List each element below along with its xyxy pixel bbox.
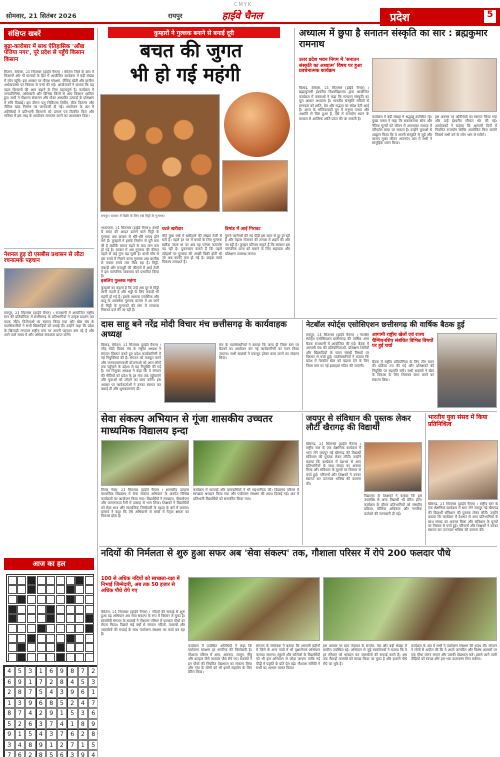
sudoku-cell: 3 (78, 708, 89, 719)
sports-team-photo (4, 268, 94, 308)
sidebar-story2-text: रायपुर, 21 सितम्बर (हाईवे चैनल) । राजधानी में आयोजित राष्ट्रीय स्तर की प्रतियोगिता में छत्तीसगढ़ के प्रतिभागियों ने उत्कृष्ट प्रदर्शन कर पदक जीते। विजेताओं का स्वागत किया गया और खेल संघ के पदाधिकारियों ने सभी खिलाड़ियों को बधाई दी। उन्होंने कहा कि प्रदेश के खिलाड़ी लगातार राष्ट्रीय स्तर पर अपनी पहचान बना रहे हैं और आने वाले समय में और अधिक सफलता प्राप्त करेंगे। (4, 311, 94, 338)
sudoku-cell: 4 (78, 698, 89, 709)
sudoku-cell: 8 (25, 740, 36, 751)
crossword-cell (66, 585, 75, 594)
sudoku-cell: 5 (36, 687, 47, 698)
sudoku-cell: 5 (57, 698, 68, 709)
news2-text: रायपुर, 21 सितम्बर (हाईवे चैनल) । नेटबॉल स्पोर्ट्स एसोसिएशन छत्तीसगढ़ की वार्षिक आम बैठक राजधानी में आयोजित की गई। बैठक में आगामी सत्र की प्रतियोगिताओं, प्रशिक्षण शिविरों और खिलाड़ियों के चयन संबंधी विषयों पर विस्तार से चर्चा हुई। पदाधिकारियों ने बताया कि प्रदेश में नेटबॉल खेल को बढ़ावा देने के लिए जिला स्तर पर नई इकाइयां गठित की जाएंगी। (306, 333, 369, 368)
crossword-cell (66, 643, 75, 652)
crossword-cell (27, 605, 36, 614)
crossword-cell (46, 576, 55, 585)
crossword-cell (27, 643, 36, 652)
sudoku-cell: 6 (67, 729, 78, 740)
crossword-cell (85, 653, 94, 662)
sudoku-cell: 3 (4, 740, 15, 751)
sudoku-cell: 3 (67, 750, 78, 757)
crossword-cell (8, 624, 17, 633)
news2-headline: नेटबॉल स्पोर्ट्स एसोसिएशन छत्तीसगढ़ की वार्षिक बैठक हुई (306, 320, 465, 329)
sudoku-cell: 4 (67, 677, 78, 688)
clay-pots-photo (222, 160, 288, 212)
crossword-cell (56, 595, 65, 604)
sudoku-cell: 5 (67, 708, 78, 719)
sudoku-cell: 6 (88, 708, 98, 719)
crossword-cell (56, 605, 65, 614)
sudoku-cell: 3 (15, 698, 26, 709)
sudoku-cell: 1 (25, 677, 36, 688)
sudoku-cell: 7 (46, 719, 57, 730)
crossword-cell (85, 605, 94, 614)
sudoku-cell: 7 (4, 750, 15, 757)
sidebar-story1-text: मितान, बेमेतरा, 21 सितम्बर (हाईवे चैनल) । बेमेतरा जिले के ग्राम में किसानों और गौ पालकों के हित में आयोजित कार्यक्रम में बड़ी संख्या में लोग पहुँचे। इस अवसर पर गौवंश संरक्षण, जैविक खेती और ग्रामीण अर्थव्यवस्था पर विस्तार से चर्चा की गई। आयोजकों ने बताया कि यह पहल किसानों की आय बढ़ाने के लिए महत्वपूर्ण है। कार्यक्रम में जनप्रतिनिधि, अधिकारी और विभिन्न जिलों से आए किसान शामिल हुए। सभी ने गौशाला संचालन और गोबर आधारित उत्पादों के प्रशिक्षण में रुचि दिखाई। इस दौरान पशु चिकित्सा शिविर, बीज वितरण और जैविक खाद निर्माण पर जानकारी दी गई। आयोजन के अंत में अतिथियों ने प्रतिभागी किसानों को प्रमाण पत्र वितरित किए और भविष्य में इस तरह के आयोजन लगातार करने का आश्वासन दिया। (4, 70, 94, 119)
crossword-cell (27, 614, 36, 623)
crossword-cell (46, 614, 55, 623)
side-story-headline: भारतीय युवा संसद में किया प्रतिनिधित्व (428, 414, 488, 428)
sudoku-cell: 8 (57, 677, 68, 688)
crossword-cell (46, 634, 55, 643)
sudoku-cell: 4 (36, 729, 47, 740)
sudoku-cell: 9 (36, 740, 47, 751)
crossword-cell (17, 595, 26, 604)
sudoku-cell: 9 (15, 677, 26, 688)
sudoku-cell: 7 (36, 677, 47, 688)
sudoku-cell: 3 (57, 687, 68, 698)
sudoku-cell: 1 (78, 740, 89, 751)
sudoku-cell: 9 (57, 666, 68, 677)
crossword-cell (27, 595, 36, 604)
feature-column-3: बीते कुछ वर्षों में खरीदारों की संख्या तेजी से घटी है। पहले हर घर में बच्चों के लिए गुल्लक खरीदा जाता था पर अब यह परंपरा कमजोर पड़ रही है। दुकानदार बताते हैं कि पहले त्योहारों पर गुल्लक की अच्छी बिक्री होती थी जो अब काफी कम हो गई है। ग्राहक सस्ते विकल्प तलाशते हैं। (162, 234, 222, 265)
sudoku-cell: 1 (36, 666, 47, 677)
feature-subhead-1: इसलिए गुल्लक महंगा (101, 279, 136, 284)
crossword-cell (75, 624, 84, 633)
news2-meeting-photo (437, 333, 497, 408)
crossword-cell (75, 634, 84, 643)
sudoku-cell: 7 (88, 698, 98, 709)
crossword-cell (75, 585, 84, 594)
news3-text: तिल्दा नेवरा, 21 सितम्बर (हाईवे चैनल) । शासकीय उच्चतर माध्यमिक विद्यालय में सेवा संकल्प अभियान के अंतर्गत विभिन्न कार्यक्रमों का आयोजन किया गया। विद्यार्थियों ने स्वच्छता, पौधारोपण और जागरूकता रैली में उत्साह से भाग लिया। शिक्षकों ने विद्यार्थियों को सेवा भाव और सामाजिक जिम्मेदारी के महत्व के बारे में बताया। प्राचार्य ने कहा कि ऐसे अभियानों से बच्चों में नेतृत्व क्षमता का विकास होता है। (101, 488, 189, 519)
news1-text-continued: मंच के पदाधिकारियों ने बताया कि जल्द ही जिला स्तर पर बैठकों का आयोजन कर नई कार्यकारिणी का गठन किया जाएगा। सभी सदस्यों ने एकजुट होकर काम करने का संकल्प लिया। (219, 343, 299, 361)
bottom-column-2: कार्यक्रम में उपस्थित अतिथियों ने कहा कि पर्यावरण संरक्षण हर नागरिक की जिम्मेदारी है। गौशाला परिसर में आम, अमरूद, जामुन, नींबू और कटहल जैसे फलदार पौधे रोपे गए। सदस्यों ने इन पौधों की नियमित देखभाल का संकल्प लिया और गांव के लोगों को भी इसमें सहयोग के लिए प्रेरित किया। (188, 644, 252, 675)
crossword-cell (56, 585, 65, 594)
sudoku-cell: 1 (57, 708, 68, 719)
crossword-cell (46, 605, 55, 614)
news3-headline: सेवा संकल्प अभियान से गूंजा शासकीय उच्चतर माध्यमिक विद्यालय इन्दा (101, 414, 273, 437)
right-top-column-3: इस अवसर पर अतिथियों का स्वागत किया गया और उन्हें ईश्वरीय सौगात भेंट की गई। आयोजकों ने बताया कि आगामी दिनों में नियमित राजयोग शिविर आयोजित किए जाएंगे जिसमें सभी वर्ग के लोग भाग ले सकेंगे। (435, 115, 497, 137)
sudoku-cell: 9 (46, 708, 57, 719)
crossword-cell (66, 595, 75, 604)
sudoku-cell: 7 (67, 740, 78, 751)
crossword-cell (37, 605, 46, 614)
sudoku-cell: 8 (46, 698, 57, 709)
news2-subhead: आगामी राष्ट्रीय खेलों एवं राज्य चैम्पियनशिप संबंधित विभिन्न विषयों पर हुई चर्चा (372, 333, 434, 350)
crossword-cell (8, 605, 17, 614)
news1-portrait-photo (164, 343, 216, 403)
sudoku-cell: 2 (88, 666, 98, 677)
sudoku-cell: 1 (67, 719, 78, 730)
crossword-cell (8, 585, 17, 594)
crossword-cell (37, 634, 46, 643)
crossword-cell (75, 576, 84, 585)
crossword-cell (46, 595, 55, 604)
news1-headline: दास साहू बने नरेंद्र मोदी विचार मंच छत्तीसगढ़ के कार्यवाहक अध्यक्ष (101, 320, 287, 340)
crossword-cell (37, 653, 46, 662)
divider (99, 318, 497, 319)
crossword-cell (85, 643, 94, 652)
sudoku-cell: 4 (4, 666, 15, 677)
news3-students-photo (193, 440, 299, 486)
sudoku-cell: 1 (88, 687, 98, 698)
crossword-cell (37, 614, 46, 623)
crossword-cell (37, 576, 46, 585)
sudoku-cell: 5 (4, 719, 15, 730)
crossword-cell (8, 643, 17, 652)
crossword-cell (85, 585, 94, 594)
news4-text-continued: विद्यालय के शिक्षकों ने बताया कि इस उपलब्धि से अन्य विद्यार्थी भी प्रेरित होंगे। कार्यक्रम के दौरान प्रतिभागियों को संसदीय प्रक्रिया, मौलिक अधिकार और नागरिक कर्तव्यों की जानकारी दी गई। (364, 494, 422, 516)
crossword-cell (85, 576, 94, 585)
crossword-cell (17, 653, 26, 662)
crossword-cell (66, 653, 75, 662)
crossword-cell (85, 624, 94, 633)
crossword-cell (46, 653, 55, 662)
feature-headline-1: बचत की जुगत (140, 40, 243, 62)
sudoku-cell: 9 (4, 729, 15, 740)
news3-school-photo (101, 440, 189, 486)
divider (99, 546, 497, 547)
section-title: प्रदेश (390, 11, 410, 24)
crossword-cell (56, 576, 65, 585)
sudoku-cell: 3 (36, 719, 47, 730)
news1-text: बिलाड़, बेमेतरा, 21 सितम्बर (हाईवे चैनल) । नरेंद्र मोदी विचार मंच के राष्ट्रीय अध्यक्ष ने संगठन विस्तार करते हुए प्रदेश कार्यकारिणी में नई नियुक्तियां की हैं। संगठन को मजबूत करने और जनकल्याणकारी योजनाओं को आम लोगों तक पहुँचाने के उद्देश्य से यह नियुक्ति की गई है। नव नियुक्त अध्यक्ष ने कहा कि वे संगठन की नीतियों को प्रदेश के हर गांव तक पहुँचाएंगे और युवाओं को जोड़ने का काम करेंगे। इस अवसर पर कार्यकर्ताओं ने उनका स्वागत कर बधाई दी और शुभकामनाएं दीं। (101, 343, 161, 392)
crossword-cell (8, 595, 17, 604)
crossword-cell (17, 585, 26, 594)
column-rule (302, 413, 303, 545)
crossword-cell (56, 634, 65, 643)
bottom-column-4: इस अवसर पर ग्राम पंचायत के सरपंच, पंच और बड़ी संख्या में ग्रामीण उपस्थित रहे। अभियान से जुड़े स्वयंसेवकों ने बताया कि वे हर रविवार को श्रमदान कर जलस्रोतों की सफाई करते हैं। अब तक सैकड़ों तालाबों को स्वच्छ किया जा चुका है और हजारों पौधे रोपे जा चुके हैं। (323, 644, 407, 666)
crossword-cell (8, 614, 17, 623)
news3-text-continued: कार्यक्रम में पालकों और ग्रामवासियों ने भी सहभागिता की। विद्यालय परिसर में स्वच्छता श्रमदान किया गया और पर्यावरण संरक्षण की शपथ दिलाई गई। अंत में प्रतिभागी विद्यार्थियों को सम्मानित किया गया। (193, 488, 299, 501)
sudoku-cell: 8 (88, 729, 98, 740)
crossword-cell (17, 634, 26, 643)
bottom-column-1: बेमेतरा, 21 सितम्बर (हाईवे चैनल) । नदियों की सफाई से शुरू हुआ यह अभियान अब सेवा संकल्प के रूप में विस्तार ले चुका है। स्वयंसेवी संगठन के सदस्यों ने गौशाला परिसर में फलदार पौधों का रोपण किया। पिछले कई वर्षों से संगठन नदियों, तालाबों और जलस्रोतों की सफाई के साथ पर्यावरण संरक्षण का कार्य कर रहा है। (101, 610, 185, 637)
sudoku-cell: 9 (25, 698, 36, 709)
sudoku-cell: 5 (25, 729, 36, 740)
crossword-cell (17, 605, 26, 614)
sudoku-cell: 4 (46, 687, 57, 698)
sudoku-cell: 6 (15, 750, 26, 757)
crossword-cell (27, 576, 36, 585)
column-rule (425, 413, 426, 545)
right-top-column-2: कार्यक्रम में बड़ी संख्या में श्रद्धालु उपस्थित रहे। मुख्य वक्ता ने कहा कि सकारात्मक सोच और नैतिक मूल्यों को जीवन में अपनाकर समाज में परिवर्तन लाया जा सकता है। उन्होंने युवाओं से आह्वान किया कि वे अपनी संस्कृति से जुड़ें और व्यसन मुक्त जीवन अपनाएं। अंत में सभी ने सामूहिक ध्यान किया। (372, 115, 432, 146)
crossword-cell (85, 614, 94, 623)
right-top-column-1: बिलाड़, बेमेतरा, 21 सितम्बर (हाईवे चैनल) । ब्रह्माकुमारी ईश्वरीय विश्वविद्यालय द्वारा आयोजित कार्यक्रम में वक्ताओं ने कहा कि सनातन संस्कृति का मूल आधार अध्यात्म है। भारतीय संस्कृति सदियों से मानवता को शांति, प्रेम और सद्भाव का संदेश देती आई है। आज के भौतिकवादी युग में मनुष्य तनाव और अशांति से घिरा हुआ है, ऐसे में राजयोग ध्यान के माध्यम से आत्मिक शांति प्राप्त की जा सकती है। (299, 86, 369, 121)
crossword-cell (8, 634, 17, 643)
feature-headline-2: भी हो गई महंगी (130, 64, 241, 86)
news4-headline: जयपुर से संविधान की पुस्तक लेकर लौटीं खैरागढ़ की विद्यार्थी (306, 413, 411, 433)
plantation-photo-1 (188, 577, 320, 641)
crossword-cell (27, 585, 36, 594)
crossword-cell (56, 624, 65, 633)
crossword-cell (46, 643, 55, 652)
sudoku-cell: 7 (25, 687, 36, 698)
sudoku-cell: 8 (78, 719, 89, 730)
column-rule (97, 28, 98, 757)
plantation-photo-2 (323, 577, 497, 641)
section-banner (380, 8, 500, 26)
pottery-market-photo (100, 94, 220, 212)
news4-student-photo (364, 442, 422, 492)
crossword-cell (75, 653, 84, 662)
sudoku-cell: 5 (78, 677, 89, 688)
sudoku-cell: 2 (25, 750, 36, 757)
crossword-cell (66, 576, 75, 585)
news2-text-continued: बैठक में राष्ट्रीय प्रतियोगिता के लिए टीम चयन की प्रक्रिया तय की गई और प्रशिक्षकों की नियुक्ति पर सहमति बनी। सभी सदस्यों ने खेल के विकास के लिए मिलकर काम करने का संकल्प लिया। (372, 360, 434, 382)
sudoku-cell: 2 (4, 687, 15, 698)
bottom-subhead: 100 से अधिक नदियों को स्वच्छता-रक्षा में निभाई जिम्मेदारी, अब तक 50 हजार से अधिक पौधे रोपे गए (101, 576, 180, 594)
divider (4, 248, 94, 249)
spiritual-event-photo (372, 58, 497, 112)
crossword-cell (17, 614, 26, 623)
column-rule (302, 320, 303, 410)
feature-column-2: कुम्हारों का कहना है कि उन्हें अब दूर से मिट्टी लानी पड़ती है और भट्ठी के लिए लकड़ी भी महंगी हो गई है। इसके अलावा प्लास्टिक और धातु के आकर्षक गुल्लक बाजार में आ जाने से मिट्टी के गुल्लकों की मांग में लगातार गिरावट दर्ज की जा रही है। (101, 286, 159, 313)
crossword-cell (37, 624, 46, 633)
crossword-cell (37, 595, 46, 604)
sudoku-cell: 2 (15, 719, 26, 730)
feature-subhead-2: घटते खरीदार (162, 227, 184, 232)
sudoku-cell: 7 (57, 729, 68, 740)
feature-kicker: कुम्हारों ने गुल्लक बनाने से बनाई दूरी (108, 27, 280, 38)
sudoku-cell: 2 (36, 708, 47, 719)
column-rule (294, 28, 295, 318)
sudoku-cell: 3 (25, 666, 36, 677)
sudoku-cell: 2 (78, 729, 89, 740)
crossword-cell (85, 595, 94, 604)
cmyk-marker: CMYK (234, 2, 253, 8)
sudoku-cell: 1 (46, 740, 57, 751)
sudoku-cell: 2 (46, 677, 57, 688)
sidebar-story2-headline: नेशनल हुड़ दो एसबीस प्रशासन से लौटा रचनात्मक पहचान (4, 252, 84, 265)
crossword-cell (75, 605, 84, 614)
crossword-cell (46, 624, 55, 633)
sudoku-cell: 9 (67, 687, 78, 698)
news4-text: खैरागढ़, 21 सितम्बर (हाईवे चैनल) । राष्ट्रीय स्तर के एक शैक्षणिक कार्यक्रम में भाग लेने जयपुर गई खैरागढ़ की विद्यार्थी संविधान की पुस्तक लेकर लौटीं। उन्होंने बताया कि कार्यक्रम में देशभर से आए प्रतिभागियों के साथ संवाद का अवसर मिला और संविधान के मूल्यों पर विस्तार से चर्चा हुई। परिजनों और शिक्षकों ने उनका स्वागत कर उज्ज्वल भविष्य की कामना की। (306, 442, 361, 486)
crossword-cell (37, 585, 46, 594)
crossword-cell (17, 576, 26, 585)
sudoku-cell: 2 (57, 740, 68, 751)
crossword-grid (6, 574, 94, 662)
sudoku-cell: 6 (4, 677, 15, 688)
issue-date: सोमवार, 21 सितंबर 2026 (6, 12, 77, 20)
sudoku-cell: 5 (46, 750, 57, 757)
puzzle-title: आज का हल (4, 558, 94, 570)
sudoku-cell: 7 (78, 666, 89, 677)
piggy-bank-photo (224, 92, 290, 157)
crossword-cell (8, 576, 17, 585)
sidebar-story1-headline: बुढ़ा-कारोबार में साथ ऐतिहासिक 'आँख पत्तिया नगर', पूरे प्रदेश से पहुँचे किसान किसान (4, 44, 85, 63)
crossword-cell (75, 595, 84, 604)
edition-city: रायपुर (168, 12, 183, 20)
crossword-cell (66, 624, 75, 633)
sudoku-cell: 8 (15, 687, 26, 698)
sudoku-cell: 4 (57, 719, 68, 730)
crossword-cell (66, 634, 75, 643)
bottom-column-5: कार्यक्रम के अंत में सभी ने पर्यावरण संरक्षण की शपथ ली। संगठन ने लोगों से अपील की कि वे अपने जन्मदिन और विशेष अवसरों पर एक पौधा जरूर लगाएं और उसकी देखभाल करें। इससे आने वाली पीढ़ियों को स्वच्छ और हरा-भरा वातावरण मिल सकेगा। (411, 644, 497, 662)
crossword-cell (75, 614, 84, 623)
crossword-cell (66, 605, 75, 614)
sudoku-cell: 4 (15, 740, 26, 751)
crossword-cell (56, 643, 65, 652)
crossword-cell (46, 585, 55, 594)
sudoku-cell: 6 (36, 698, 47, 709)
crossword-cell (85, 634, 94, 643)
right-top-headline: अध्यात्म में छुपा है सनातन संस्कृति का सार : ब्रह्मकुमार रामनाथ (299, 28, 488, 50)
sudoku-cell: 6 (46, 666, 57, 677)
sudoku-cell: 6 (78, 687, 89, 698)
sudoku-cell: 1 (4, 698, 15, 709)
crossword-cell (66, 614, 75, 623)
sudoku-cell: 9 (78, 750, 89, 757)
sudoku-cell: 8 (36, 750, 47, 757)
youth-parliament-photo (428, 440, 498, 500)
divider (99, 411, 497, 412)
sudoku-cell: 9 (88, 719, 98, 730)
feature-subhead-3: डिमांड में आई गिरावट (225, 227, 261, 232)
crossword-cell (75, 643, 84, 652)
sudoku-cell: 6 (25, 719, 36, 730)
sudoku-cell: 6 (57, 750, 68, 757)
crossword-cell (27, 653, 36, 662)
sudoku-cell: 8 (67, 666, 78, 677)
sudoku-cell: 3 (88, 677, 98, 688)
crossword-cell (27, 634, 36, 643)
feature-photo-caption: रायपुर। बाजार में बिक्री के लिए रखे मिट्टी के गुल्लक। (101, 214, 165, 218)
crossword-cell (27, 624, 36, 633)
right-top-subhead: उत्तर प्रदेश भवन निगम में 'सनातन संस्कृति का अध्यात्म' विषय पर हुआ प्रवचनात्मक कार्यक्रम (299, 58, 362, 75)
sudoku-grid (3, 665, 98, 757)
sidebar-title: संक्षिप्त खबरें (4, 28, 94, 40)
sudoku-cell: 2 (67, 698, 78, 709)
bottom-column-3: संगठन के संयोजक ने बताया कि आगामी महीनों में जिले के अन्य गांवों में भी वृक्षारोपण अभियान चलाया जाएगा। स्कूलों और कॉलेजों के विद्यार्थियों को भी इस अभियान से जोड़ा जाएगा ताकि नई पीढ़ी में प्रकृति के प्रति प्रेम बढ़े। गौशाला समिति ने सभी का आभार व्यक्त किया। (256, 644, 320, 671)
feature-column-1: भाठापारा, 21 सितम्बर (हाईवे चैनल)। बच्चों में बचत की आदत डालने वाले मिट्टी के गुल्लक अब बाजार से धीरे-धीरे गायब होने लगे हैं। कुम्हारों ने इसके निर्माण से दूरी बना ली है क्योंकि लागत बढ़ने के बाद मांग कम हो गई है। बाजार में अब गुल्लक की कीमत पहले से कई गुना बढ़ चुकी है। कभी पाँच से दस रुपये में मिलने वाला गुल्लक अब चालीस से पचास रुपये तक बिक रहा है। मिट्टी, लकड़ी और मजदूरी की कीमतों में आई तेजी ने इस पारंपरिक व्यवसाय को प्रभावित किया है। (101, 226, 159, 278)
crossword-cell (56, 653, 65, 662)
sudoku-cell: 8 (4, 708, 15, 719)
sudoku-cell: 5 (88, 740, 98, 751)
sudoku-cell: 4 (88, 750, 98, 757)
crossword-cell (17, 643, 26, 652)
crossword-cell (8, 653, 17, 662)
page-number: 5 (484, 10, 496, 23)
crossword-cell (56, 614, 65, 623)
sudoku-cell: 7 (15, 708, 26, 719)
crossword-cell (17, 624, 26, 633)
crossword-cell (37, 643, 46, 652)
feature-column-4: पुराने कारीगरों की नई पीढ़ी इस काम से दूर हो रही है और बेहतर रोजगार की तलाश में शहरों की ओर जा रही है। कुम्हार परिवार चाहते हैं कि सरकार इस पारंपरिक कला को बचाने के लिए सहायता और प्रशिक्षण उपलब्ध कराए। (225, 234, 290, 256)
side-story-text: खैरागढ़, 21 सितम्बर (हाईवे चैनल) । राष्ट्रीय स्तर के एक शैक्षणिक कार्यक्रम में भाग लेने जयपुर गई खैरागढ़ की विद्यार्थी संविधान की पुस्तक लेकर लौटीं। उन्होंने बताया कि कार्यक्रम में देशभर से आए प्रतिभागियों के साथ संवाद का अवसर मिला और संविधान के मूल्यों पर विस्तार से चर्चा हुई। परिजनों और शिक्षकों ने उनका स्वागत कर उज्ज्वल भविष्य की कामना की। (428, 502, 498, 533)
sudoku-cell: 3 (46, 729, 57, 740)
newspaper-brand: हाईवे चैनल (222, 11, 263, 22)
sudoku-cell: 4 (25, 708, 36, 719)
bottom-headline: नदियों की निर्मलता से शुरु हुआ सफर अब 'सेवा संकल्प' तक, गौशाला परिसर में रोपे 200 फलदार पौधे (101, 548, 451, 559)
sudoku-cell: 5 (15, 666, 26, 677)
sudoku-cell: 1 (15, 729, 26, 740)
